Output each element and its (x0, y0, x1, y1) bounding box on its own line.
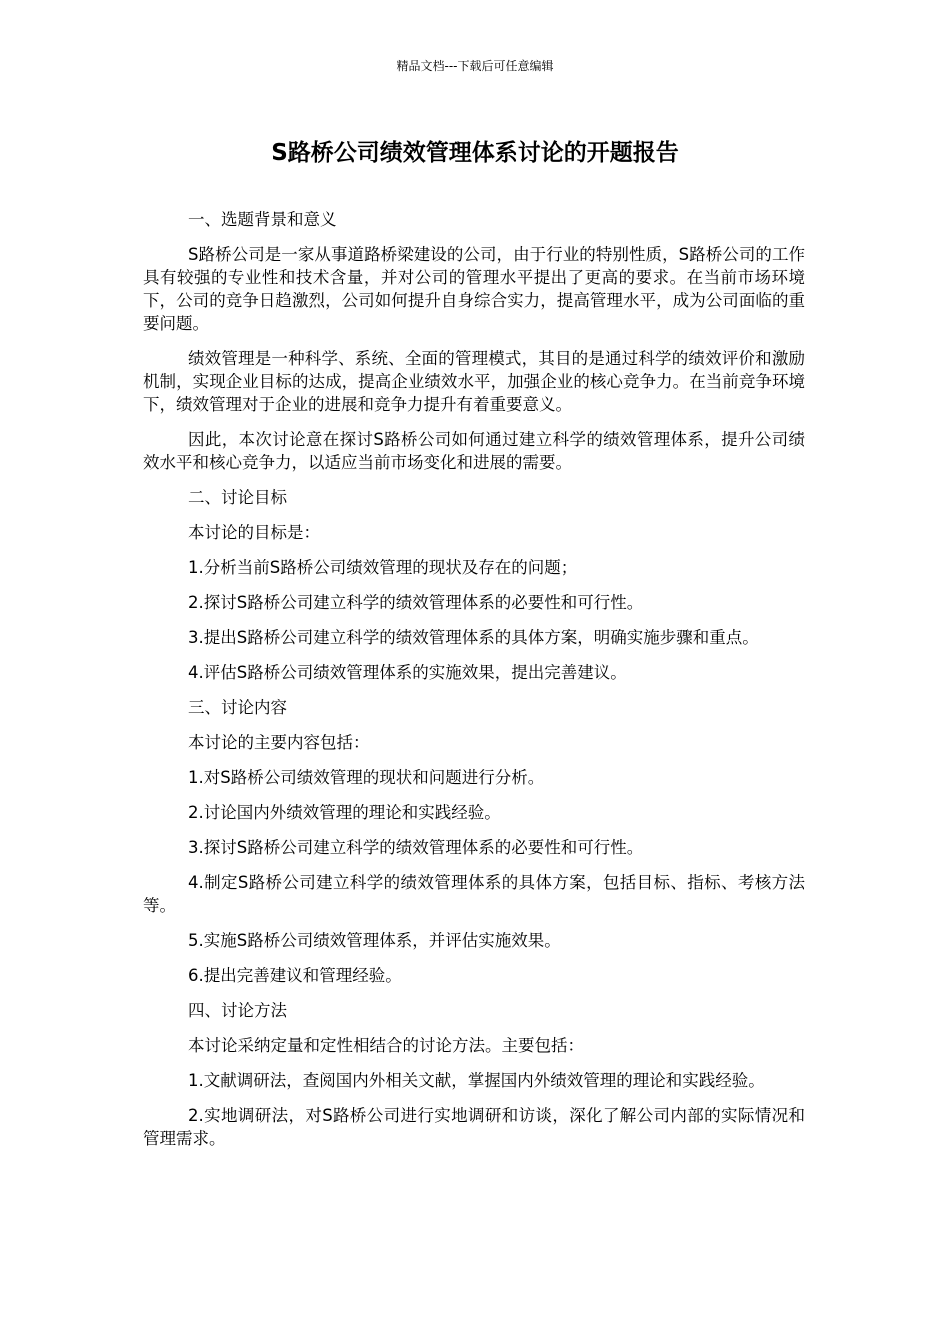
document-body (143, 208, 805, 1162)
content-item: 1.对S路桥公司绩效管理的现状和问题进行分析。 (188, 768, 545, 787)
section-heading-objectives: 二、讨论目标 (188, 488, 287, 507)
paragraph-company-intro: S路桥公司是一家从事道路桥梁建设的公司，由于行业的特别性质，S路桥公司的工作具有较强的专业性和技术含量，并对公司的管理水平提出了更高的要求。在当前市场环境下，公司的竞争日趋激烈，公司如何提升自身综合实力，提高管理水平，成为公司面临的重要问题。 (143, 245, 805, 333)
objectives-intro: 本讨论的目标是： (188, 523, 320, 542)
content-intro: 本讨论的主要内容包括： (188, 733, 370, 752)
objective-item: 1.分析当前S路桥公司绩效管理的现状及存在的问题； (188, 558, 578, 577)
document-title: S路桥公司绩效管理体系讨论的开题报告 (271, 140, 679, 166)
page-header: 精品文档---下载后可任意编辑 (396, 59, 554, 73)
method-item: 2.实地调研法，对S路桥公司进行实地调研和访谈，深化了解公司内部的实际情况和管理需求。 (143, 1106, 805, 1148)
section-heading-background: 一、选题背景和意义 (188, 210, 337, 229)
content-item: 4.制定S路桥公司建立科学的绩效管理体系的具体方案，包括目标、指标、考核方法等。 (143, 873, 805, 915)
objective-item: 4.评估S路桥公司绩效管理体系的实施效果，提出完善建议。 (188, 663, 627, 682)
objective-item: 2.探讨S路桥公司建立科学的绩效管理体系的必要性和可行性。 (188, 593, 644, 612)
paragraph-purpose: 因此，本次讨论意在探讨S路桥公司如何通过建立科学的绩效管理体系，提升公司绩效水平和核心竞争力，以适应当前市场变化和进展的需要。 (143, 430, 805, 472)
paragraph-performance-management: 绩效管理是一种科学、系统、全面的管理模式，其目的是通过科学的绩效评价和激励机制，实现企业目标的达成，提高企业绩效水平，加强企业的核心竞争力。在当前竞争环境下，绩效管理对于企业的进展和竞争力提升有着重要意义。 (143, 349, 805, 414)
section-heading-content: 三、讨论内容 (188, 698, 287, 717)
content-item: 3.探讨S路桥公司建立科学的绩效管理体系的必要性和可行性。 (188, 838, 644, 857)
method-item: 1.文献调研法，查阅国内外相关文献，掌握国内外绩效管理的理论和实践经验。 (188, 1071, 765, 1090)
content-item: 5.实施S路桥公司绩效管理体系，并评估实施效果。 (188, 931, 561, 950)
section-heading-methods: 四、讨论方法 (188, 1001, 287, 1020)
objective-item: 3.提出S路桥公司建立科学的绩效管理体系的具体方案，明确实施步骤和重点。 (188, 628, 759, 647)
content-item: 6.提出完善建议和管理经验。 (188, 966, 402, 985)
methods-intro: 本讨论采纳定量和定性相结合的讨论方法。主要包括： (188, 1036, 584, 1055)
content-item: 2.讨论国内外绩效管理的理论和实践经验。 (188, 803, 501, 822)
